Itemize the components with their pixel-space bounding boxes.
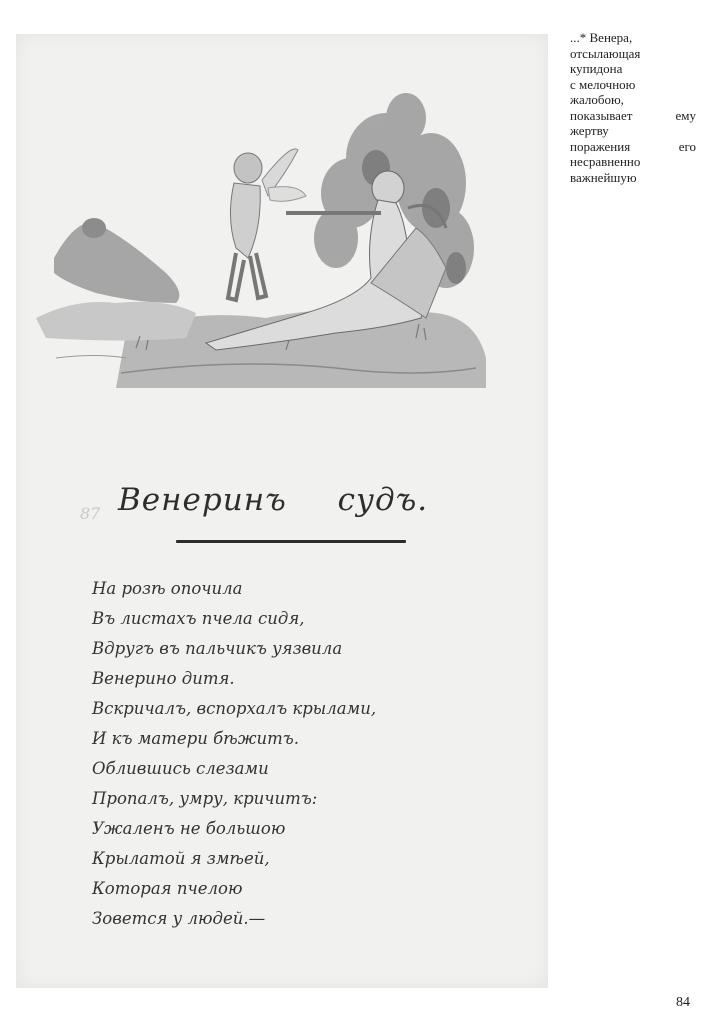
caption-line: ...* Венера, bbox=[570, 30, 633, 45]
poem-body bbox=[92, 574, 472, 934]
caption-line: жертву bbox=[570, 123, 609, 138]
caption-line: важнейшую bbox=[570, 169, 637, 185]
poem-title: Венеринъ судъ. bbox=[118, 482, 429, 518]
poem-line: И къ матери бѣжитъ. bbox=[92, 729, 299, 748]
poem-line: Вдругъ въ пальчикъ уязвила bbox=[92, 639, 343, 658]
poem-line: Венерино дитя. bbox=[92, 669, 235, 688]
caption-line bbox=[570, 139, 696, 155]
poem-line: На розѣ опочила bbox=[92, 579, 243, 598]
caption-word: показывает bbox=[570, 107, 633, 123]
caption-line bbox=[570, 108, 696, 124]
poem-line: Пропалъ, умру, кричитъ: bbox=[92, 789, 318, 808]
caption-line: жалобою, bbox=[570, 92, 624, 107]
caption-line: купидона bbox=[570, 61, 623, 76]
poem-line: Въ листахъ пчела сидя, bbox=[92, 609, 305, 628]
poem-line: Облившись слезами bbox=[92, 759, 269, 778]
manuscript-number: 87 bbox=[80, 504, 101, 523]
caption-word: поражения bbox=[570, 138, 631, 154]
caption-line: несравненно bbox=[570, 154, 641, 169]
caption-line: отсылающая bbox=[570, 45, 641, 61]
poem-line: Ужаленъ не большою bbox=[92, 819, 286, 838]
caption-word: ему bbox=[675, 107, 696, 123]
caption-line: с мелочною bbox=[570, 76, 636, 92]
title-underline bbox=[176, 540, 406, 543]
venus-cupid-engraving bbox=[36, 88, 488, 388]
poem-line: Которая пчелою bbox=[92, 879, 243, 898]
side-caption bbox=[570, 30, 696, 185]
poem-line: Зовется у людей.— bbox=[92, 909, 266, 928]
page-number: 84 bbox=[676, 995, 690, 1010]
caption-word: его bbox=[678, 138, 696, 154]
poem-line: Вскричалъ, вспорхалъ крылами, bbox=[92, 699, 377, 718]
poem-line: Крылатой я змѣей, bbox=[92, 849, 270, 868]
